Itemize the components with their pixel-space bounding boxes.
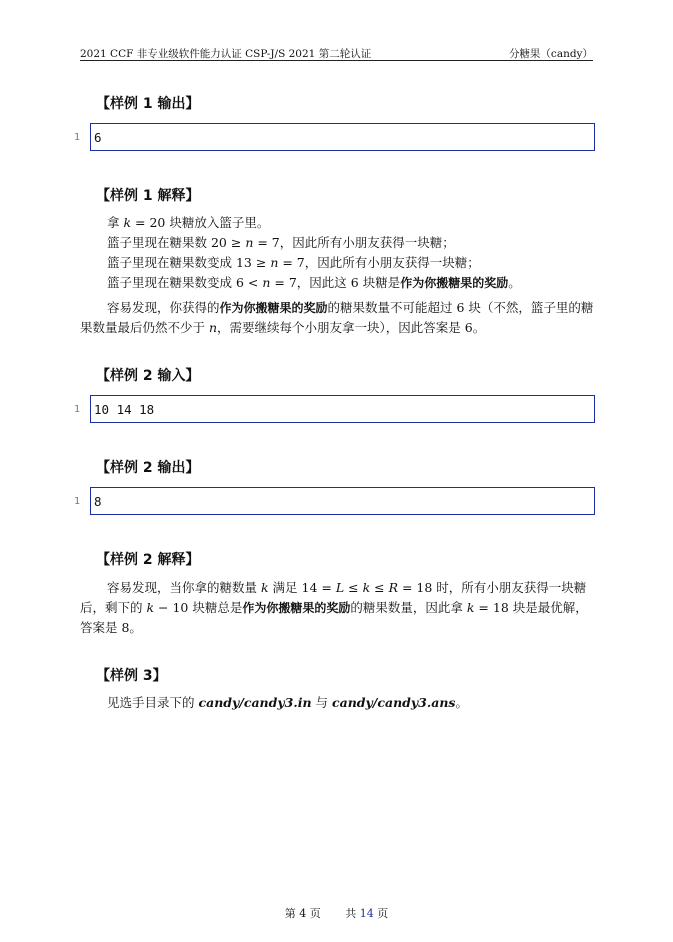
sample3-file-ans: candy/candy3.ans — [332, 695, 456, 710]
sample1-exp-paragraph: 容易发现，你获得的作为你搬糖果的奖励的糖果数量不可能超过 6 块（不然，篮子里的糖果数量最后仍然不少于 n，需要继续每个小朋友拿一块），因此答案是 6。 — [80, 300, 594, 335]
sample2-output-code: 8 — [94, 494, 102, 509]
sample2-output-box — [90, 487, 595, 515]
sample1-explanation-heading: 【样例 1 解释】 — [96, 188, 200, 204]
sample2-output-heading: 【样例 2 输出】 — [96, 460, 200, 476]
header-left: 2021 CCF 非专业级软件能力认证 CSP-J/S 2021 第二轮认证 — [80, 48, 372, 60]
sample3-text: 见选手目录下的 candy/candy3.in 与 candy/candy3.ans。 — [107, 695, 468, 710]
page-header — [80, 44, 593, 61]
sample1-output-box — [90, 123, 595, 151]
sample1-output-line-number: 1 — [74, 132, 81, 143]
sample1-exp-line-4: 篮子里现在糖果数变成 6 < n = 7，因此这 6 块糖是作为你搬糖果的奖励。 — [107, 275, 521, 290]
header-right: 分糖果（candy） — [508, 48, 593, 60]
sample2-input-line-number: 1 — [74, 404, 81, 415]
page-number: 第 4 页 — [284, 907, 321, 920]
sample1-output-heading: 【样例 1 输出】 — [96, 96, 200, 112]
sample2-input-heading: 【样例 2 输入】 — [96, 368, 200, 384]
sample2-input-code: 10 14 18 — [94, 402, 155, 417]
sample1-output-code: 6 — [94, 130, 102, 145]
sample2-input-box — [90, 395, 595, 423]
sample3-heading: 【样例 3】 — [96, 668, 167, 684]
sample1-exp-line-1: 拿 k = 20 块糖放入篮子里。 — [107, 215, 270, 230]
sample3-file-in: candy/candy3.in — [198, 695, 312, 710]
sample2-explanation-heading: 【样例 2 解释】 — [96, 552, 200, 568]
page-footer — [0, 905, 673, 921]
total-pages: 共 14 页 — [345, 907, 389, 920]
sample1-exp-line-2: 篮子里现在糖果数 20 ≥ n = 7，因此所有小朋友获得一块糖； — [107, 235, 455, 250]
sample1-exp-line-3: 篮子里现在糖果数变成 13 ≥ n = 7，因此所有小朋友获得一块糖； — [107, 255, 480, 270]
sample2-exp-paragraph: 容易发现，当你拿的糖数量 k 满足 14 = L ≤ k ≤ R = 18 时，所有小朋友获得一块糖后，剩下的 k − 10 块糖总是作为你搬糖果的奖励的糖果数量，因此拿 k = 18 块是最优解，答案是 8。 — [80, 580, 588, 635]
sample2-output-line-number: 1 — [74, 496, 81, 507]
